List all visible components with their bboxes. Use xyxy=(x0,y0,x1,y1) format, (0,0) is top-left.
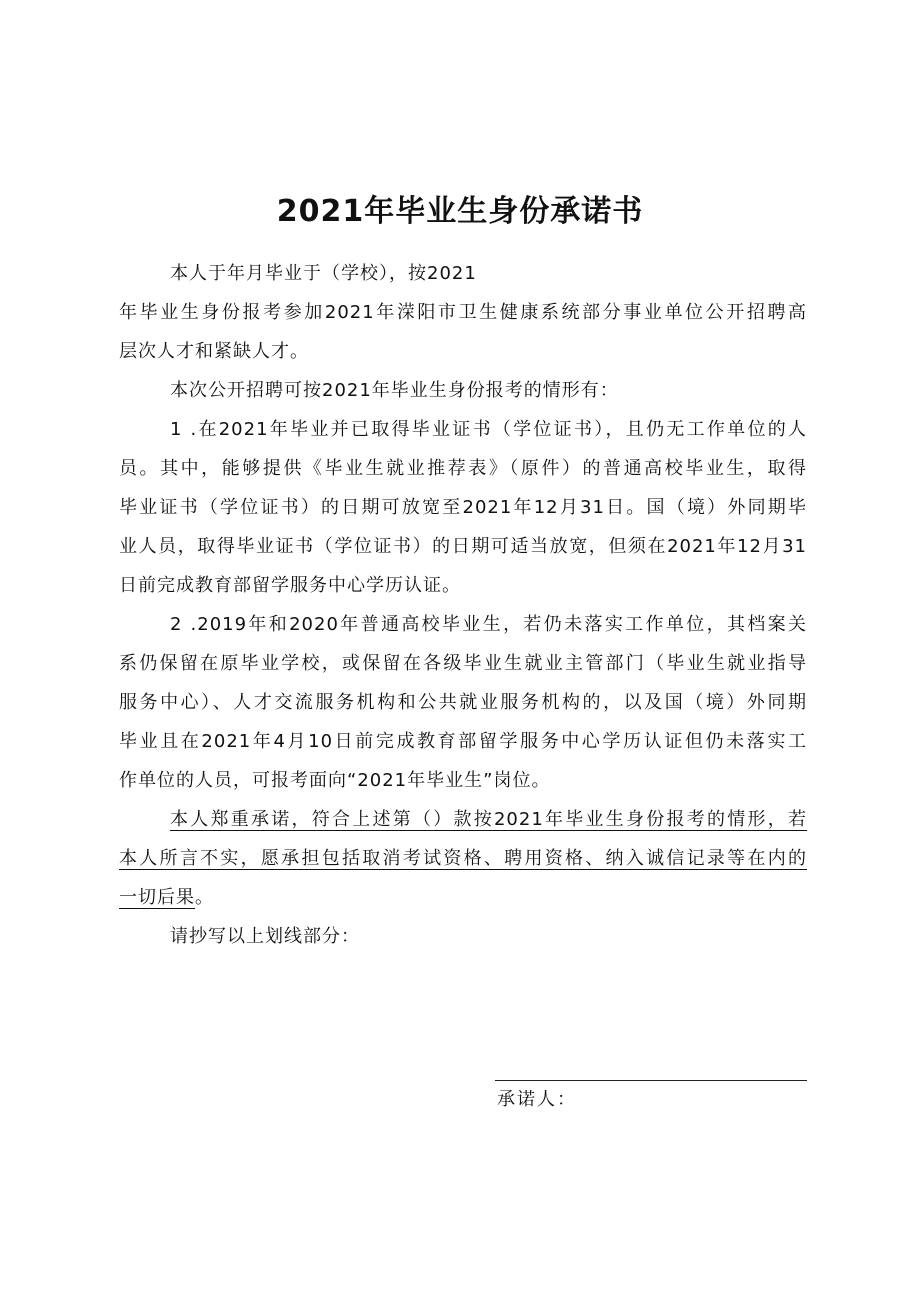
item1-line-1: 1 .在2021年毕业并已取得毕业证书（学位证书），且仍无工作单位的人 xyxy=(170,419,807,440)
intro-line-3: 层次人才和紧缺人才。 xyxy=(119,341,309,362)
pledge-line-3-underlined: 一切后果 xyxy=(119,887,195,908)
item2-line-4: 毕业且在2021年4月10日前完成教育部留学服务中心学历认证但仍未落实工 xyxy=(119,731,807,752)
pledge-line-3 xyxy=(119,880,807,916)
item2-line-5: 作单位的人员，可报考面向“2021年毕业生”岗位。 xyxy=(119,770,551,791)
item2-line-2: 系仍保留在原毕业学校，或保留在各级毕业生就业主管部门（毕业生就业指导 xyxy=(119,653,807,674)
item2-line-3: 服务中心）、人才交流服务机构和公共就业服务机构的，以及国（境）外同期 xyxy=(119,692,807,713)
pledge-line-1: 本人郑重承诺，符合上述第（）款按2021年毕业生身份报考的情形，若 xyxy=(170,809,807,830)
item1-line-5: 日前完成教育部留学服务中心学历认证。 xyxy=(119,575,461,596)
intro-line-2: 年毕业生身份报考参加2021年溁阳市卫生健康系统部分事业单位公开招聘高 xyxy=(119,302,807,323)
lead-line: 本次公开招聘可按2021年毕业生身份报考的情形有： xyxy=(170,380,619,401)
item1-line-2: 员。其中，能够提供《毕业生就业推荐表》（原件）的普通高校毕业生，取得 xyxy=(119,458,807,479)
pledge-line-2: 本人所言不实，愿承担包括取消考试资格、聘用资格、纳入诚信记录等在内的 xyxy=(119,848,807,869)
signature-line[interactable] xyxy=(495,1080,807,1081)
item1-line-4: 业人员，取得毕业证书（学位证书）的日期可适当放宽，但须在2021年12月31 xyxy=(119,536,807,557)
copy-instruction: 请抄写以上划线部分： xyxy=(170,926,360,947)
document-title: 2021年毕业生身份承诺书 xyxy=(276,194,644,229)
signature-label: 承诺人： xyxy=(497,1089,577,1110)
intro-line-1: 本人于年月毕业于（学校），按2021 xyxy=(170,263,477,284)
item2-line-1: 2 .2019年和2020年普通高校毕业生，若仍未落实工作单位，其档案关 xyxy=(170,614,807,635)
item1-line-3: 毕业证书（学位证书）的日期可放宽至2021年12月31日。国（境）外同期毕 xyxy=(119,497,807,518)
pledge-line-3-period: 。 xyxy=(195,887,214,908)
